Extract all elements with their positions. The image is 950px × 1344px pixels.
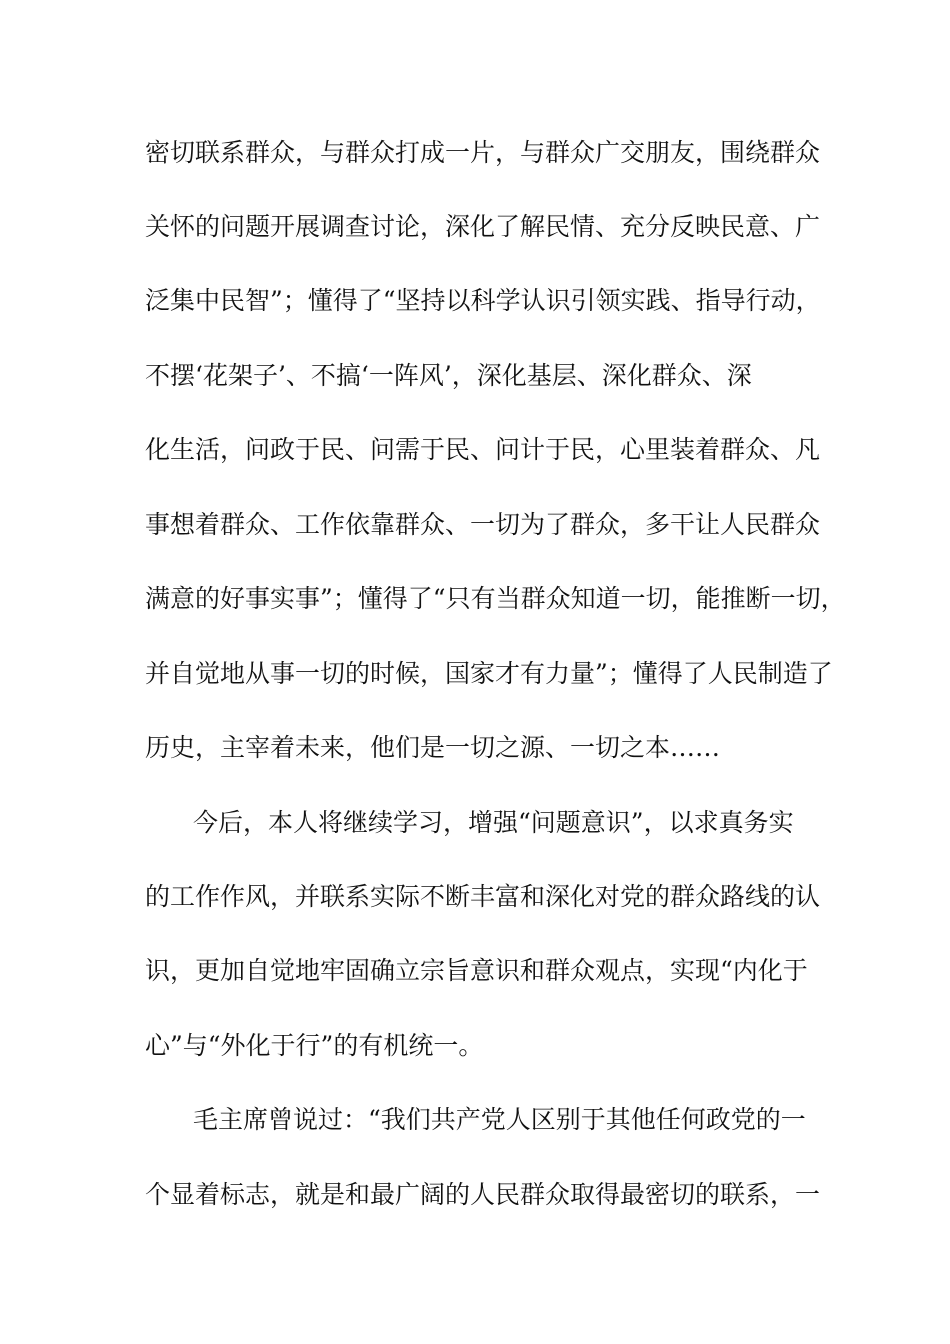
- text-line: 识，更加自觉地牢固确立宗旨意识和群众观点，实现“内化于: [145, 956, 808, 985]
- text-line: 不摆‘花架子’、不搞‘一阵风’，深化基层、深化群众、深: [145, 361, 752, 390]
- text-line: 满意的好事实事”；懂得了“只有当群众知道一切，能推断一切，: [145, 584, 846, 613]
- text-line: 个显着标志，就是和最广阔的人民群众取得最密切的联系，一: [145, 1180, 821, 1209]
- text-line: 心”与“外化于行”的有机统一。: [145, 1031, 484, 1060]
- text-line: 并自觉地从事一切的时候，国家才有力量”；懂得了人民制造了: [145, 659, 833, 688]
- text-line: 关怀的问题开展调查讨论，深化了解民情、充分反映民意、广: [145, 212, 821, 241]
- text-line: 密切联系群众，与群众打成一片，与群众广交朋友，围绕群众: [145, 138, 821, 167]
- text-line: 化生活，问政于民、问需于民、问计于民，心里装着群众、凡: [145, 435, 821, 464]
- text-line: 历史，主宰着未来，他们是一切之源、一切之本……: [145, 733, 721, 762]
- text-line: 泛集中民智”；懂得了“坚持以科学认识引领实践、指导行动，: [145, 286, 821, 315]
- text-line: 的工作作风，并联系实际不断丰富和深化对党的群众路线的认: [145, 882, 821, 911]
- paragraph-first-line: 毛主席曾说过：“我们共产党人区别于其他任何政党的一: [193, 1105, 806, 1134]
- text-line: 事想着群众、工作依靠群众、一切为了群众，多干让人民群众: [145, 510, 821, 539]
- paragraph-first-line: 今后，本人将继续学习，增强“问题意识”，以求真务实: [193, 808, 794, 837]
